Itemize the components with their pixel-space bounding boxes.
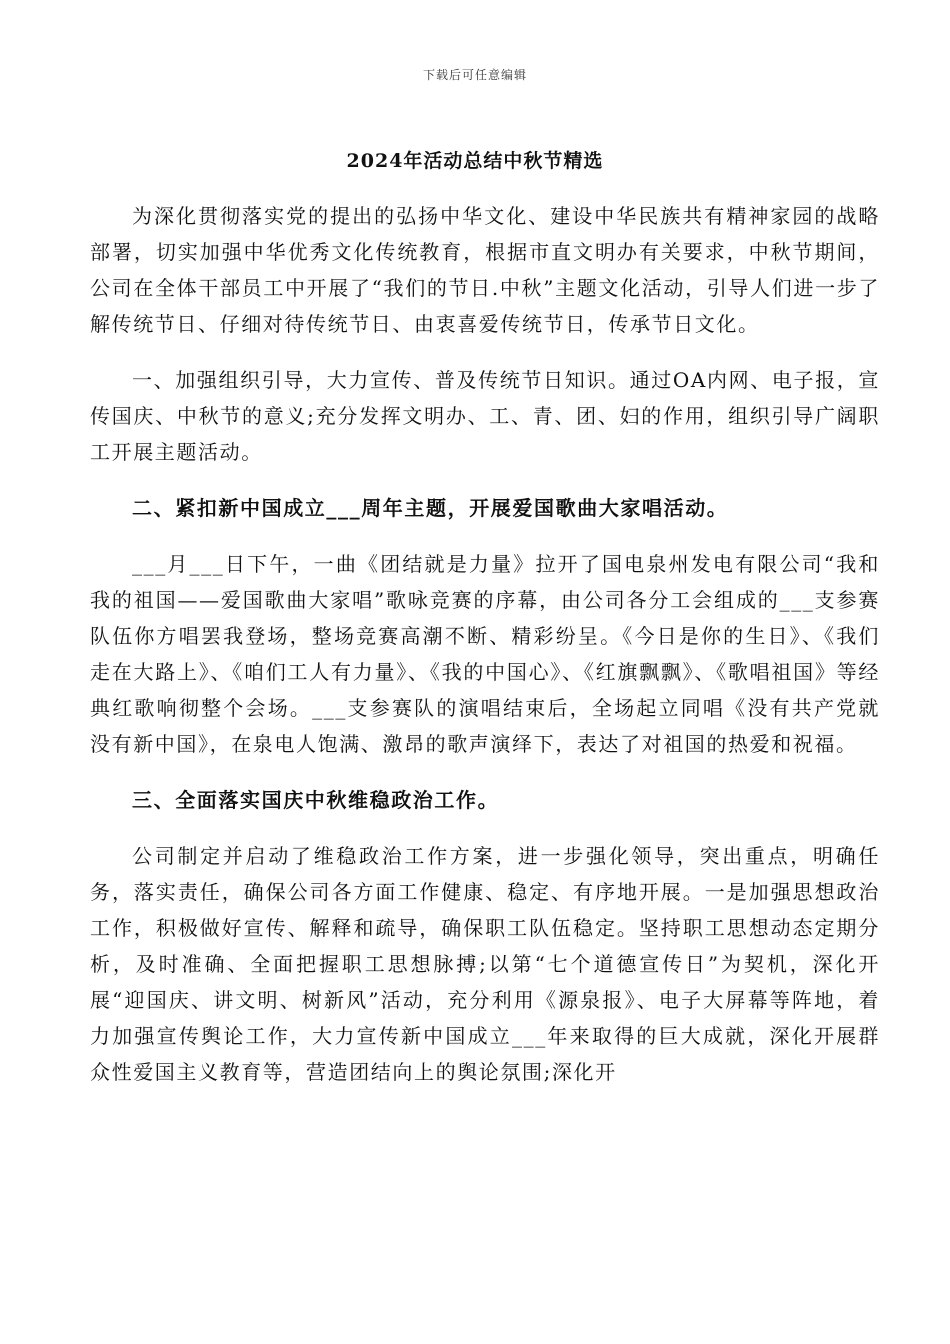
paragraph-intro: 为深化贯彻落实党的提出的弘扬中华文化、建设中华民族共有精神家园的战略部署，切实加强中华优秀文化传统教育，根据市直文明办有关要求，中秋节期间，公司在全体干部员工中开展了“我们的节日.中秋”主题文化活动，引导人们进一步了解传统节日、仔细对待传统节日、由衷喜爱传统节日，传承节日文化。 [90,204,880,336]
section-heading-2: 二、紧扣新中国成立___周年主题，开展爱国歌曲大家唱活动。 [132,496,729,520]
paragraph-section-2: ___月___日下午，一曲《团结就是力量》拉开了国电泉州发电有限公司“我和我的祖国——爱国歌曲大家唱”歌咏竞赛的序幕，由公司各分工会组成的___支参赛队伍你方唱罢我登场，整场竞赛高潮不断、精彩纷呈。《今日是你的生日》、《我们走在大路上》、《咱们工人有力量》、《我的中国心》、《红旗飘飘》、《歌唱祖国》等经典红歌响彻整个会场。___支参赛队的演唱结束后，全场起立同唱《没有共产党就没有新中国》，在泉电人饱满、激昂的歌声演绎下，表达了对祖国的热爱和祝福。 [90,552,880,756]
document-title: 2024年活动总结中秋节精选 [346,150,604,172]
paragraph-section-3: 公司制定并启动了维稳政治工作方案，进一步强化领导，突出重点，明确任务，落实责任，确保公司各方面工作健康、稳定、有序地开展。一是加强思想政治工作，积极做好宣传、解释和疏导，确保职工队伍稳定。坚持职工思想动态定期分析，及时准确、全面把握职工思想脉搏;以第“七个道德宣传日”为契机，深化开展“迎国庆、讲文明、树新风”活动，充分利用《源泉报》、电子大屏幕等阵地，着力加强宣传舆论工作，大力宣传新中国成立___年来取得的巨大成就，深化开展群众性爱国主义教育等，营造团结向上的舆论氛围;深化开 [90,844,880,1084]
section-heading-3: 三、全面落实国庆中秋维稳政治工作。 [132,788,500,812]
document-body [90,198,880,1110]
header-note: 下载后可任意编辑 [422,68,527,82]
paragraph-section-1: 一、加强组织引导，大力宣传、普及传统节日知识。通过OA内网、电子报，宣传国庆、中秋节的意义;充分发挥文明办、工、青、团、妇的作用，组织引导广阔职工开展主题活动。 [90,368,880,464]
